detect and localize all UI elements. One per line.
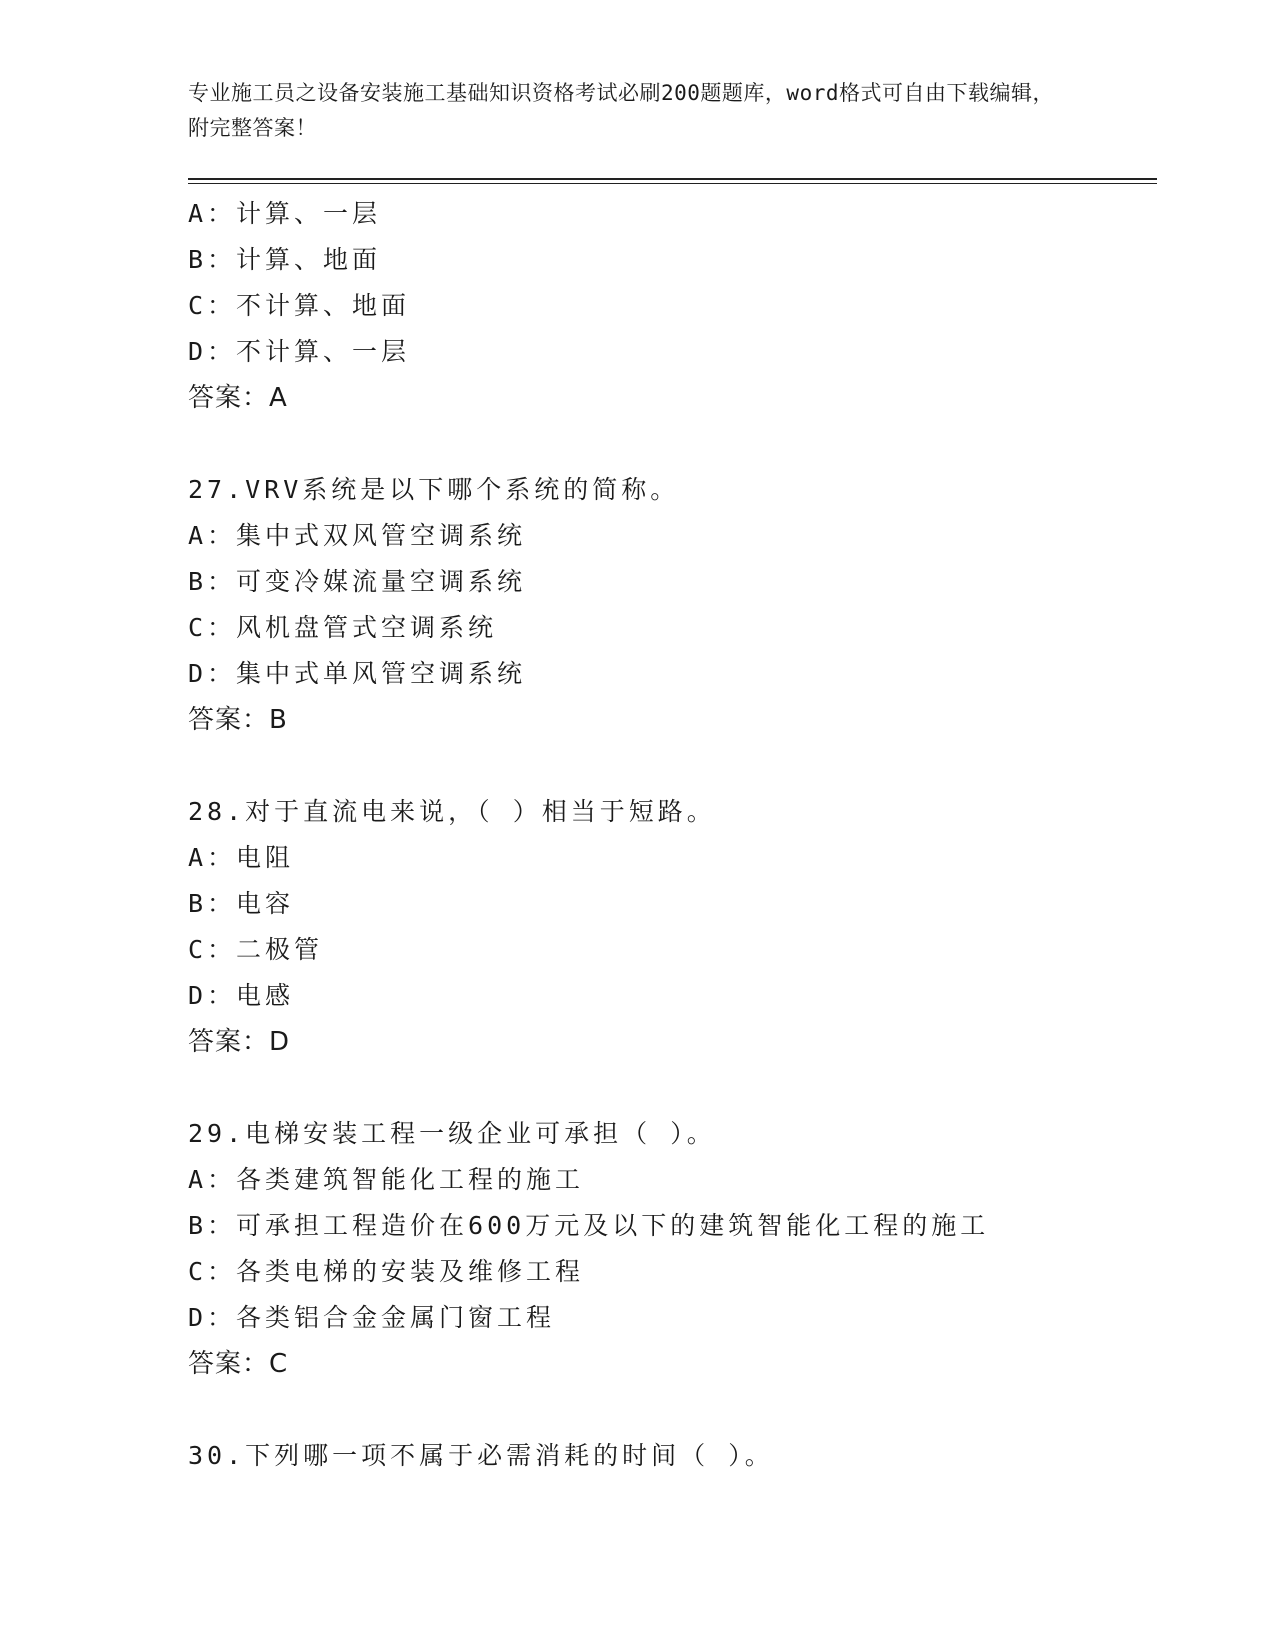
question-list (188, 191, 1158, 1479)
header-divider-thick (188, 178, 1157, 180)
question-27 (188, 467, 1158, 743)
question-stem: 27.VRV系统是以下哪个系统的简称。 (188, 475, 680, 504)
header-divider-thin (188, 183, 1157, 184)
option-a: A：电阻 (188, 843, 295, 872)
document-header: 专业施工员之设备安装施工基础知识资格考试必刷200题题库，word格式可自由下载编辑，附完整答案！ (188, 81, 1054, 140)
option-d: D：电感 (188, 981, 295, 1010)
partial-question (188, 191, 1158, 421)
option-c: C：各类电梯的安装及维修工程 (188, 1257, 585, 1286)
option-c: C：不计算、地面 (188, 291, 411, 320)
option-b: B：可变冷媒流量空调系统 (188, 567, 527, 596)
answer: 答案：A (188, 383, 288, 413)
option-a: A：集中式双风管空调系统 (188, 521, 527, 550)
option-b: B：计算、地面 (188, 245, 382, 274)
option-b: B：电容 (188, 889, 295, 918)
answer: 答案：C (188, 1349, 289, 1379)
option-b: B：可承担工程造价在600万元及以下的建筑智能化工程的施工 (188, 1211, 990, 1240)
option-d: D：不计算、一层 (188, 337, 411, 366)
option-c: C：风机盘管式空调系统 (188, 613, 498, 642)
option-a: A：各类建筑智能化工程的施工 (188, 1165, 585, 1194)
option-a: A：计算、一层 (188, 199, 382, 228)
option-d: D：集中式单风管空调系统 (188, 659, 527, 688)
question-stem: 28.对于直流电来说，（ ）相当于短路。 (188, 797, 716, 826)
answer: 答案：B (188, 705, 288, 735)
question-29 (188, 1111, 1158, 1387)
option-d: D：各类铝合金金属门窗工程 (188, 1303, 556, 1332)
option-c: C：二极管 (188, 935, 324, 964)
question-stem: 29.电梯安装工程一级企业可承担（ ）。 (188, 1119, 716, 1148)
answer: 答案：D (188, 1027, 291, 1057)
question-stem: 30.下列哪一项不属于必需消耗的时间（ ）。 (188, 1441, 774, 1470)
question-28 (188, 789, 1158, 1065)
question-30 (188, 1433, 1158, 1479)
